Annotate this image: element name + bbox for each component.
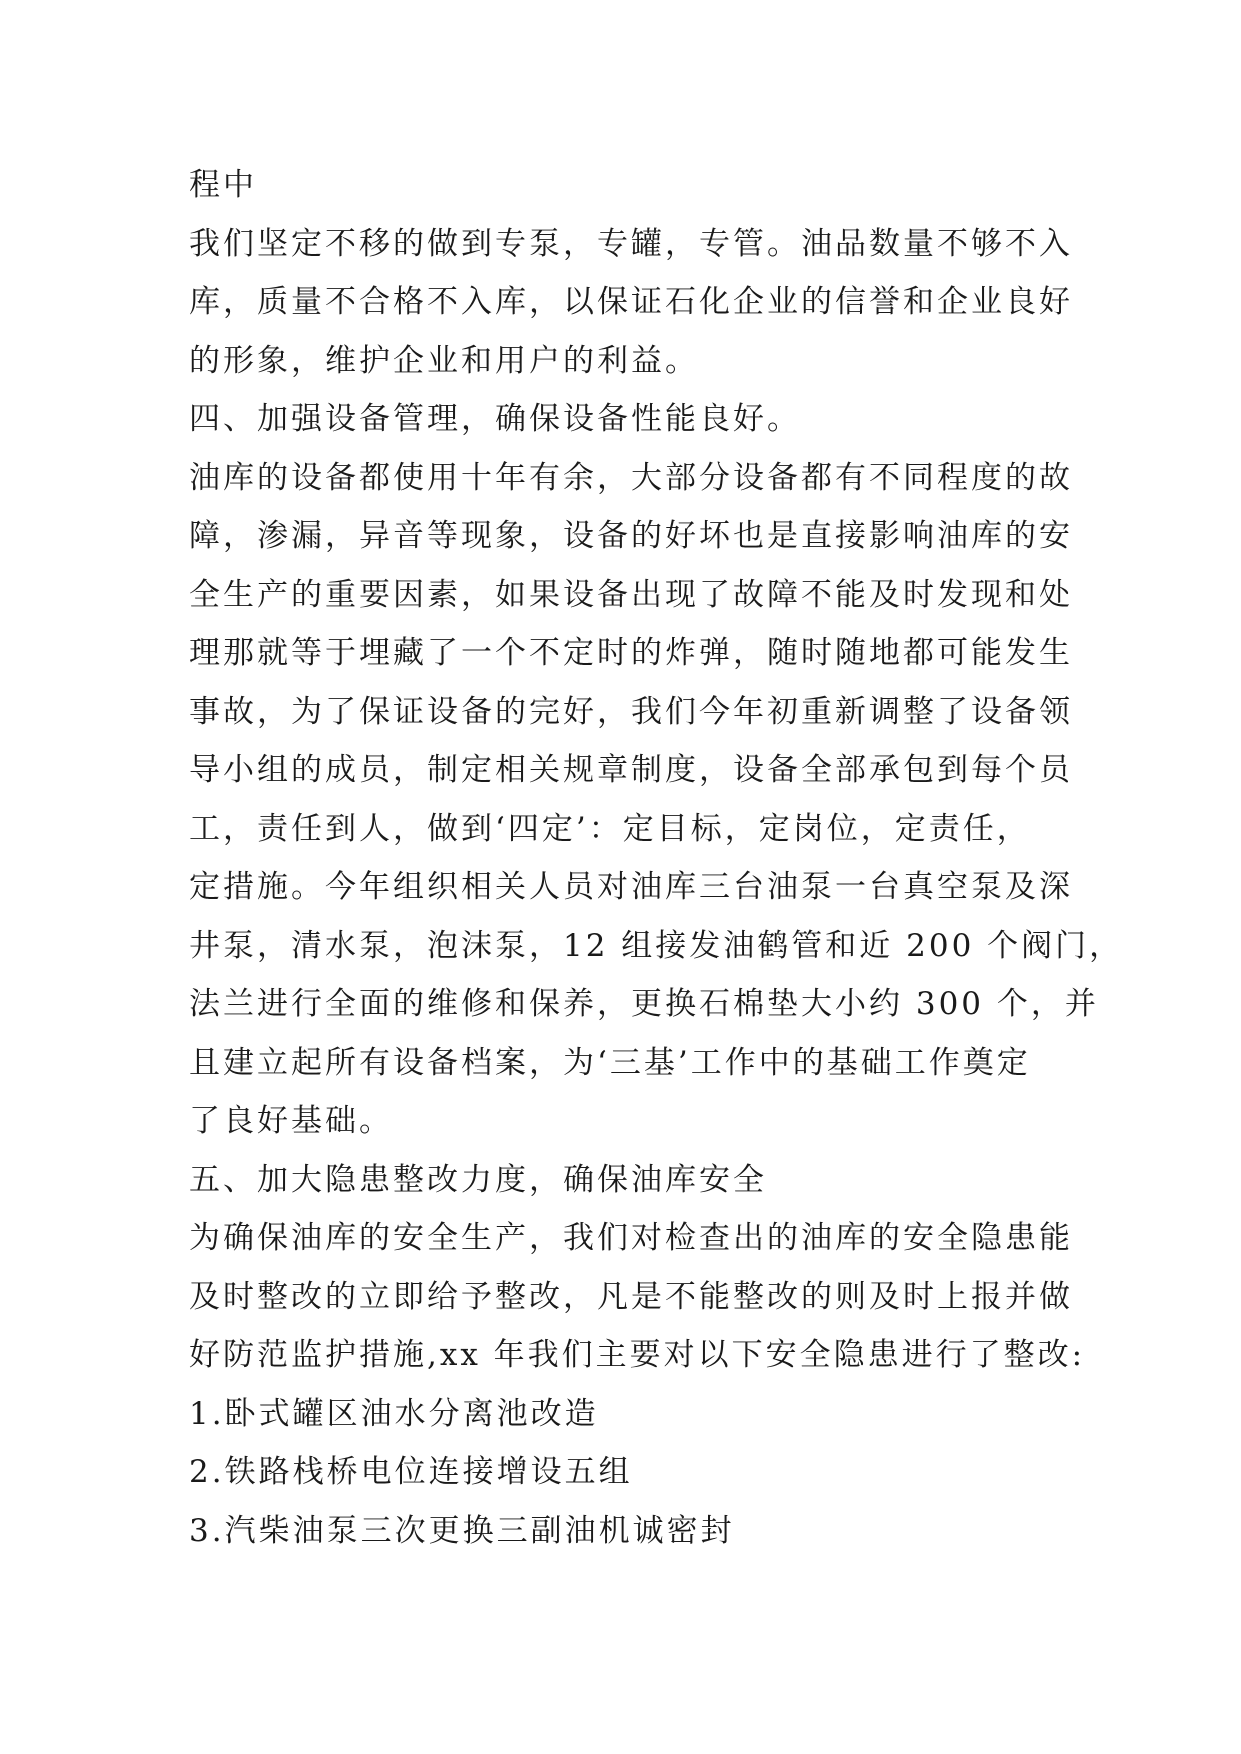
text-line: 理那就等于埋藏了一个不定时的炸弹，随时随地都可能发生 (189, 635, 1073, 671)
text-line: 且建立起所有设备档案，为‘三基’工作中的基础工作奠定 (189, 1044, 1031, 1081)
list-item: 3.汽柴油泵三次更换三副油机诚密封 (189, 1512, 735, 1549)
text-line: 定措施。今年组织相关人员对油库三台油泵一台真空泵及深 (189, 869, 1073, 905)
list-item: 1.卧式罐区油水分离池改造 (189, 1395, 599, 1432)
list-item: 2.铁路栈桥电位连接增设五组 (189, 1454, 633, 1490)
text-line: 程中 (189, 167, 257, 203)
section-heading: 五、加大隐患整改力度，确保油库安全 (189, 1161, 767, 1198)
text-line: 了良好基础。 (189, 1103, 393, 1139)
text-line: 我们坚定不移的做到专泵，专罐，专管。油品数量不够不入 (189, 225, 1073, 262)
text-line: 井泵，清水泵，泡沫泵，12 组接发油鹤管和近 200 个阀门， (189, 927, 1124, 964)
section-heading: 四、加强设备管理，确保设备性能良好。 (189, 401, 801, 437)
text-line: 及时整改的立即给予整改，凡是不能整改的则及时上报并做 (189, 1278, 1073, 1315)
text-line: 障，渗漏，异音等现象，设备的好坏也是直接影响油库的安 (189, 518, 1073, 554)
text-line: 为确保油库的安全生产，我们对检查出的油库的安全隐患能 (189, 1220, 1073, 1256)
text-line: 的形象，维护企业和用户的利益。 (189, 342, 699, 379)
text-line: 事故，为了保证设备的完好，我们今年初重新调整了设备领 (189, 693, 1073, 730)
text-line: 导小组的成员，制定相关规章制度，设备全部承包到每个员 (189, 752, 1073, 788)
text-line: 好防范监护措施,xx 年我们主要对以下安全隐患进行了整改: (189, 1337, 1086, 1373)
text-line: 工，责任到人，做到‘四定’：定目标，定岗位，定责任， (189, 810, 1031, 847)
text-line: 全生产的重要因素，如果设备出现了故障不能及时发现和处 (189, 576, 1073, 613)
document-body (189, 156, 1124, 1560)
text-line: 油库的设备都使用十年有余，大部分设备都有不同程度的故 (189, 459, 1073, 496)
text-line: 库，质量不合格不入库，以保证石化企业的信誉和企业良好 (189, 284, 1073, 320)
text-line: 法兰进行全面的维修和保养，更换石棉垫大小约 300 个，并 (189, 986, 1099, 1022)
